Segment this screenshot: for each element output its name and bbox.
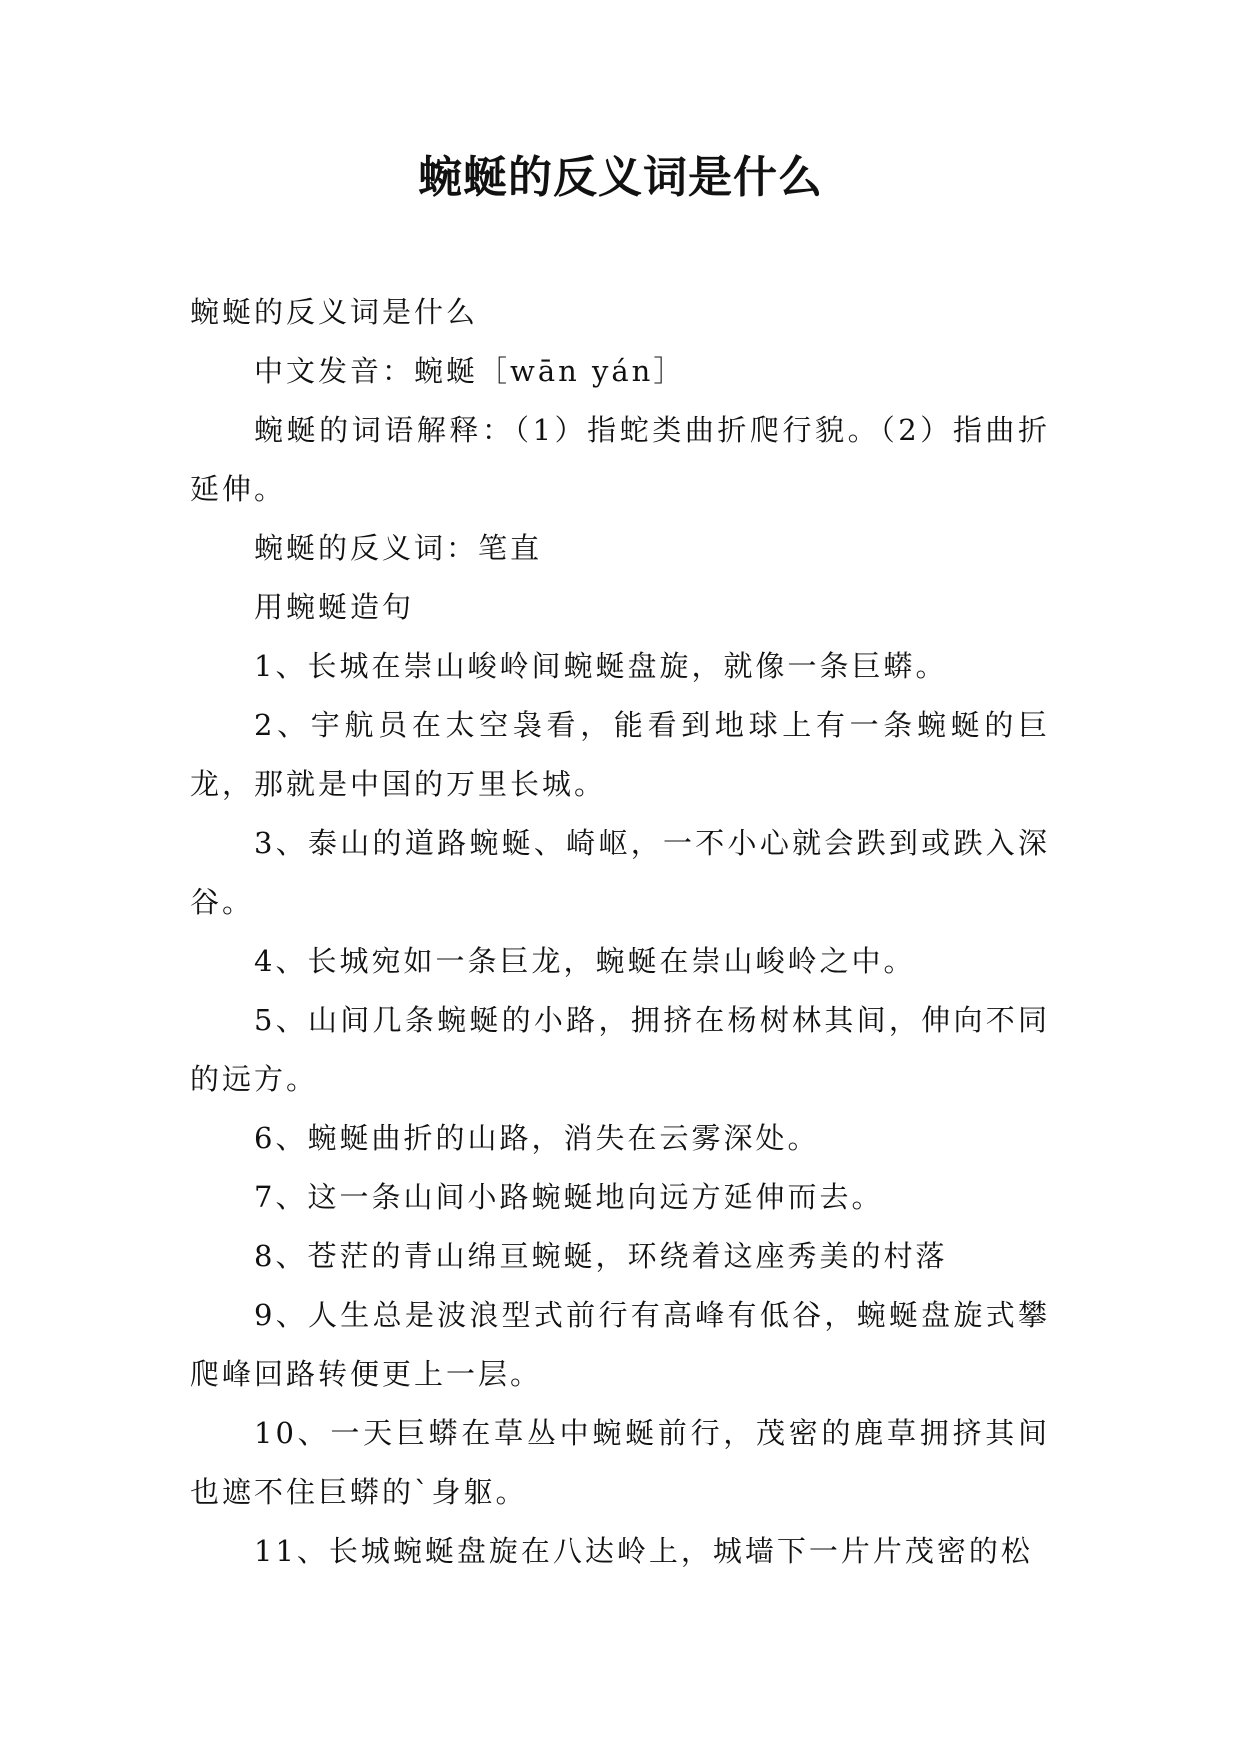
body-paragraph: 1、长城在崇山峻岭间蜿蜒盘旋，就像一条巨蟒。	[254, 649, 948, 683]
body-paragraph: 10、一天巨蟒在草丛中蜿蜒前行，茂密的鹿草拥挤其间也遮不住巨蟒的`身躯。	[190, 1416, 1050, 1509]
body-paragraph: 6、蜿蜒曲折的山路，消失在云雾深处。	[254, 1121, 820, 1155]
body-paragraph: 中文发音：蜿蜒［wān yán］	[254, 354, 686, 388]
body-paragraph: 7、这一条山间小路蜿蜒地向远方延伸而去。	[254, 1180, 884, 1214]
body-paragraph: 8、苍茫的青山绵亘蜿蜒，环绕着这座秀美的村落	[254, 1239, 948, 1273]
document-title: 蜿蜒的反义词是什么	[418, 152, 823, 203]
body-paragraph: 5、山间几条蜿蜒的小路，拥挤在杨树林其间，伸向不同的远方。	[190, 1003, 1050, 1096]
body-paragraph: 4、长城宛如一条巨龙，蜿蜒在崇山峻岭之中。	[254, 944, 916, 978]
body-paragraph: 9、人生总是波浪型式前行有高峰有低谷，蜿蜒盘旋式攀爬峰回路转便更上一层。	[190, 1298, 1050, 1391]
body-paragraph: 蜿蜒的反义词：笔直	[254, 531, 543, 565]
body-paragraph: 3、泰山的道路蜿蜒、崎岖，一不小心就会跌到或跌入深谷。	[190, 826, 1050, 919]
body-paragraph: 蜿蜒的词语解释：（1）指蛇类曲折爬行貌。（2）指曲折延伸。	[190, 413, 1050, 506]
document-body	[190, 283, 1050, 1581]
body-paragraph: 用蜿蜒造句	[254, 590, 415, 624]
body-paragraph: 2、宇航员在太空袅看，能看到地球上有一条蜿蜒的巨龙，那就是中国的万里长城。	[190, 708, 1050, 801]
body-paragraph: 11、长城蜿蜒盘旋在八达岭上，城墙下一片片茂密的松	[254, 1534, 1033, 1568]
body-paragraph: 蜿蜒的反义词是什么	[190, 295, 479, 329]
